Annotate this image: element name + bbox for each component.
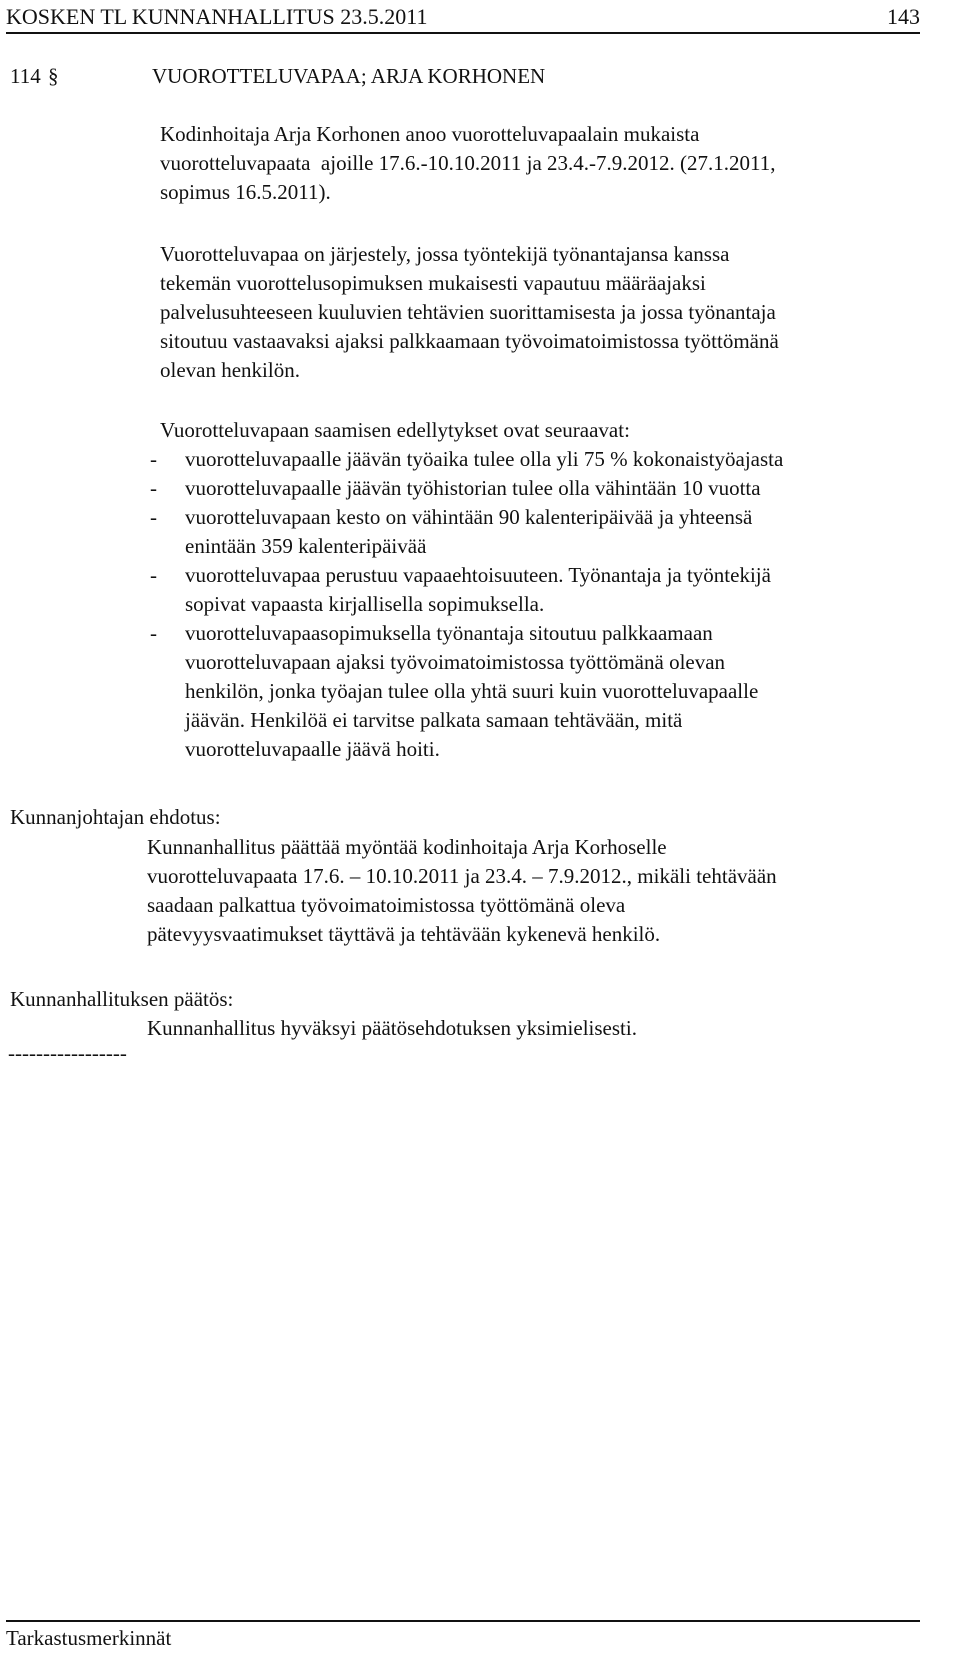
list-dash: - [150, 563, 157, 587]
text-line: olevan henkilön. [160, 358, 300, 382]
page-footer [6, 1620, 920, 1651]
decision-text [147, 1014, 927, 1043]
text-line: palvelusuhteeseen kuuluvien tehtävien suorittamisesta ja jossa työnantaja [160, 300, 776, 324]
text-line: pätevyysvaatimukset täyttävä ja tehtävään kykenevä henkilö. [147, 922, 661, 946]
conditions-heading [160, 416, 920, 445]
list-dash: - [150, 505, 157, 529]
list-item [10, 561, 920, 619]
section-mark: § [48, 64, 59, 88]
text-line: vuorotteluvapaata ajoille 17.6.-10.10.2011 ja 23.4.-7.9.2012. (27.1.2011, [160, 151, 776, 175]
text-line: vuorotteluvapaalle jäävän työhistorian tulee olla vähintään 10 vuotta [185, 476, 761, 500]
text-line: tekemän vuorottelusopimuksen mukaisesti vapautuu määräajaksi [160, 271, 706, 295]
page-header [6, 4, 920, 34]
text-line: Vuorotteluvapaan saamisen edellytykset ovat seuraavat: [160, 418, 630, 442]
list-item [10, 619, 920, 764]
section-heading [10, 62, 545, 90]
definition-paragraph [160, 240, 920, 385]
text-line: saadaan palkattua työvoimatoimistossa työttömänä oleva [147, 893, 626, 917]
text-line: enintään 359 kalenteripäivää [185, 534, 427, 558]
header-title: KOSKEN TL KUNNANHALLITUS 23.5.2011 [6, 4, 428, 29]
text-line: vuorotteluvapaan ajaksi työvoimatoimistossa työttömänä olevan [185, 650, 726, 674]
text-line: vuorotteluvapaasopimuksella työnantaja sitoutuu palkkaamaan [185, 621, 713, 645]
text-line: vuorotteluvapaalle jäävän työaika tulee olla yli 75 % kokonaistyöajasta [185, 447, 784, 471]
list-item [10, 474, 920, 503]
list-item [10, 503, 920, 561]
text-line: vuorotteluvapaalle jäävä hoiti. [185, 737, 440, 761]
text-line: Kunnanhallitus hyväksyi päätösehdotuksen yksimielisesti. [147, 1016, 637, 1040]
proposal-label: Kunnanjohtajan ehdotus: [10, 805, 221, 829]
section-title: VUOROTTELUVAPAA; ARJA KORHONEN [152, 64, 546, 88]
list-item [10, 445, 920, 474]
decision-label: Kunnanhallituksen päätös: [10, 987, 234, 1011]
footer-label: Tarkastusmerkinnät [6, 1626, 172, 1650]
text-line: sopivat vapaasta kirjallisella sopimuksella. [185, 592, 545, 616]
section-number: 114 [10, 64, 41, 88]
text-line: henkilön, jonka työajan tulee olla yhtä suuri kuin vuorotteluvapaalle [185, 679, 759, 703]
page-number: 143 [887, 4, 920, 29]
text-line: vuorotteluvapaan kesto on vähintään 90 kalenteripäivää ja yhteensä [185, 505, 753, 529]
text-line: Vuorotteluvapaa on järjestely, jossa työntekijä työnantajansa kanssa [160, 242, 730, 266]
text-line: jäävän. Henkilöä ei tarvitse palkata samaan tehtävään, mitä [185, 708, 683, 732]
text-line: Kunnanhallitus päättää myöntää kodinhoitaja Arja Korhoselle [147, 835, 667, 859]
list-dash: - [150, 476, 157, 500]
list-dash: - [150, 447, 157, 471]
text-line: Kodinhoitaja Arja Korhonen anoo vuorotteluvapaalain mukaista [160, 122, 700, 146]
text-line: vuorotteluvapaa perustuu vapaaehtoisuuteen. Työnantaja ja työntekijä [185, 563, 771, 587]
text-line: sopimus 16.5.2011). [160, 180, 331, 204]
conditions-list [10, 445, 920, 764]
proposal-text [147, 833, 927, 949]
text-line: sitoutuu vastaavaksi ajaksi palkkaamaan työvoimatoimistossa työttömänä [160, 329, 779, 353]
text-line: vuorotteluvapaata 17.6. – 10.10.2011 ja 23.4. – 7.9.2012., mikäli tehtävään [147, 864, 777, 888]
intro-paragraph [160, 120, 920, 207]
list-dash: - [150, 621, 157, 645]
separator-line: ----------------- [8, 1041, 127, 1065]
